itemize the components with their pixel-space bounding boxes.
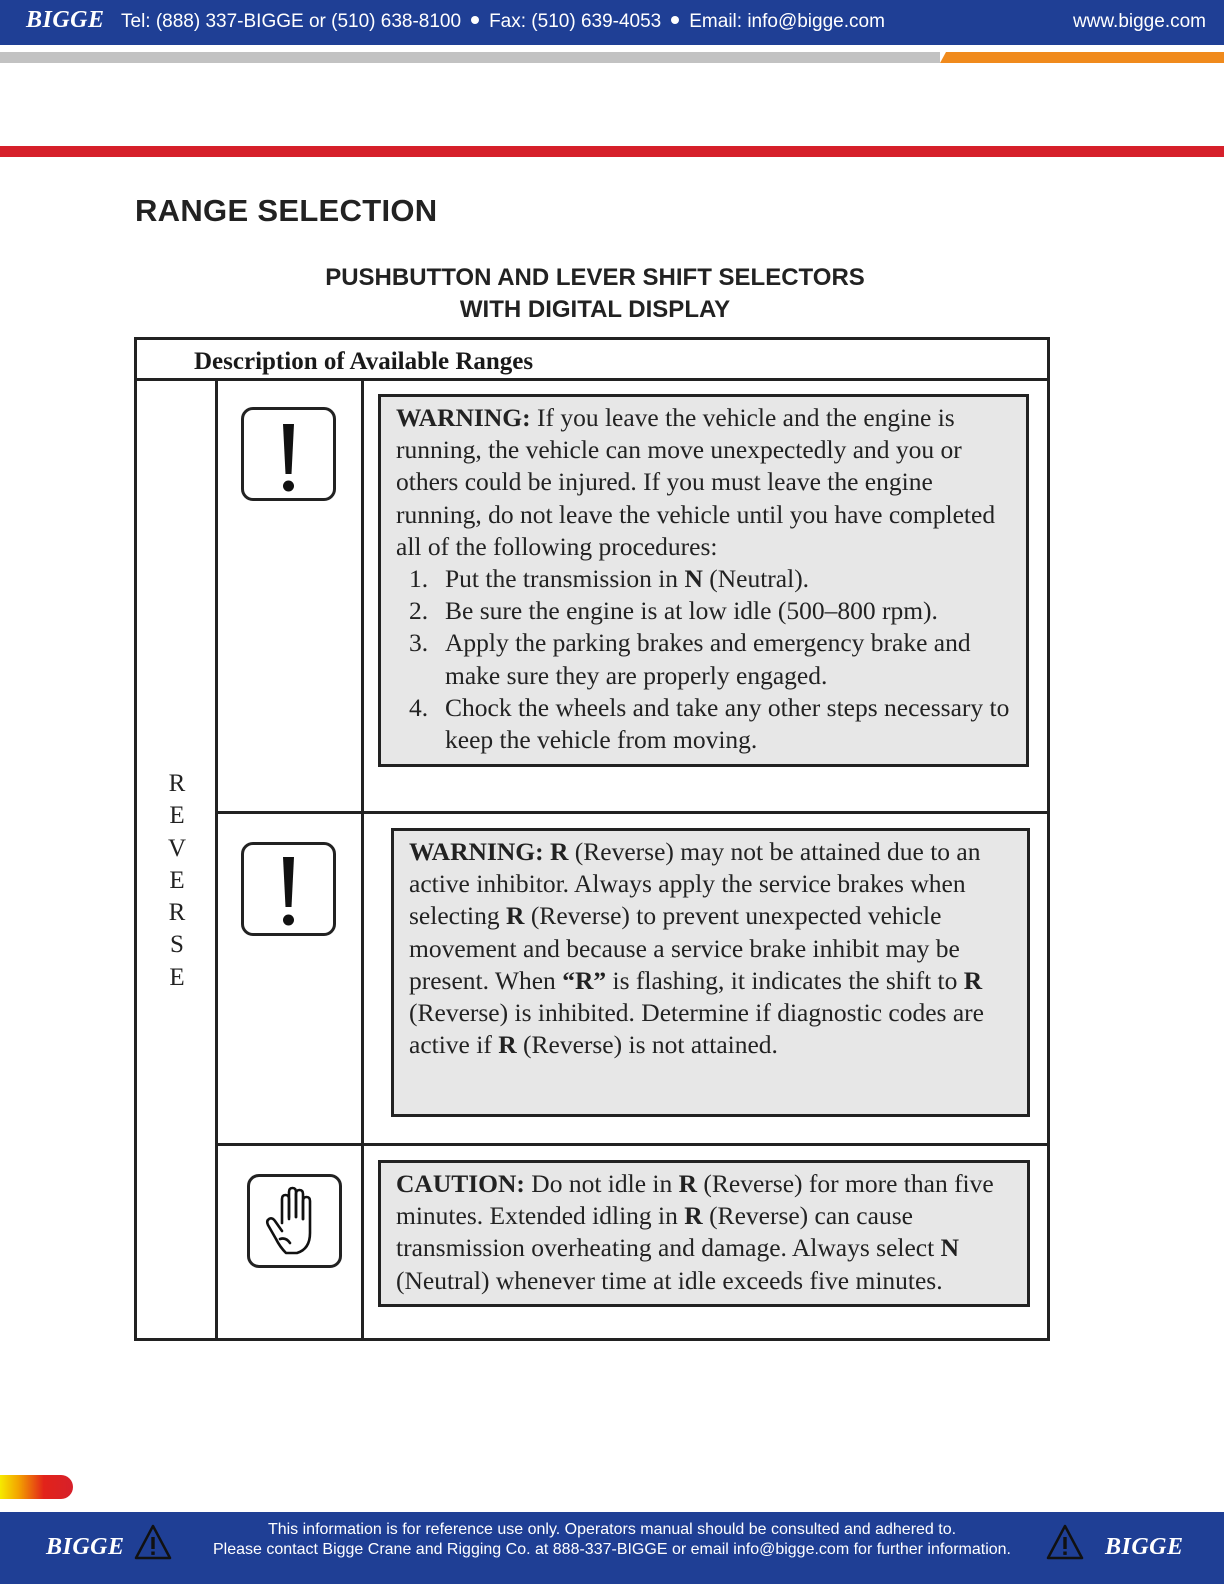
text-run: Do not idle in <box>524 1169 679 1198</box>
bullet-icon <box>671 16 679 24</box>
text-run: (Reverse) to prevent unexpected vehicle movement and because a service brake inhibit may be present. When <box>409 901 960 995</box>
text-run-bold: R <box>549 837 569 866</box>
page-title: RANGE SELECTION <box>135 193 438 228</box>
phone-link[interactable]: Tel: (888) 337-BIGGE or (510) 638-8100 <box>121 11 462 32</box>
page-subtitle <box>135 262 1055 326</box>
header-stripe-gray <box>0 52 940 63</box>
subtitle-line: PUSHBUTTON AND LEVER SHIFT SELECTORS <box>325 264 865 291</box>
text-run: (Reverse) can cause transmission overheating and damage. Always select <box>396 1201 941 1263</box>
section-divider <box>0 146 1224 157</box>
disclaimer-line: Please contact Bigge Crane and Rigging Co. at 888-337-BIGGE or email info@bigge.com for further information. <box>213 1541 1011 1558</box>
subtitle-line: WITH DIGITAL DISPLAY <box>459 296 731 323</box>
range-letter: R <box>168 770 186 797</box>
range-letter: E <box>169 866 185 894</box>
page-tab-marker <box>0 1475 73 1499</box>
footer-bar <box>0 1512 1224 1584</box>
step-number: 4. <box>409 692 429 722</box>
footer-disclaimer <box>190 1520 1034 1560</box>
range-letter: V <box>167 834 187 862</box>
text-run-bold: R <box>963 965 983 995</box>
procedure-step <box>396 563 1016 595</box>
text-run: (Reverse) is not attained. <box>516 1030 778 1060</box>
step-text: Put the transmission in <box>445 564 685 594</box>
procedure-step <box>396 692 1016 756</box>
warning-text: If you leave the vehicle and the engine is running, the vehicle can move unexpectedly and you or others could be injured. If you must leave the engine running, do not leave the vehicle until you have completed all of the following procedures: <box>396 403 996 561</box>
warning-notice-leaving-vehicle <box>378 394 1029 767</box>
contact-info <box>121 11 885 33</box>
step-text: (Neutral). <box>702 564 810 594</box>
warning-triangle-icon <box>1046 1524 1084 1560</box>
email-link[interactable]: Email: info@bigge.com <box>689 11 885 32</box>
caution-notice-idle <box>378 1160 1030 1307</box>
table-header <box>137 340 1047 381</box>
row-divider <box>218 1143 1047 1146</box>
disclaimer-line: This information is for reference use only. Operators manual should be consulted and adhered to. <box>267 1521 957 1538</box>
top-contact-bar <box>0 0 1224 45</box>
range-letter: S <box>170 931 184 959</box>
range-letter: E <box>169 802 185 830</box>
exclamation-icon <box>241 842 336 936</box>
text-run: (Neutral) whenever time at idle exceeds five minutes. <box>396 1265 943 1295</box>
text-run-bold: “R” <box>562 965 607 995</box>
warning-text <box>409 836 1017 1061</box>
text-run: (Reverse) is inhibited. Determine if diagnostic codes are active if <box>409 998 984 1060</box>
text-run-bold: N <box>940 1233 959 1263</box>
range-label-reverse <box>137 768 217 994</box>
fax-number: Fax: (510) 639-4053 <box>489 11 662 32</box>
warning-intro <box>396 402 1016 563</box>
raised-hand-icon <box>247 1174 342 1268</box>
procedure-list <box>396 563 1016 756</box>
text-run-bold: R <box>678 1169 698 1198</box>
warning-label: WARNING: <box>396 403 531 432</box>
procedure-step <box>396 595 1016 627</box>
text-run-bold: R <box>506 901 525 931</box>
column-divider <box>361 381 364 1338</box>
row-divider <box>218 811 1047 814</box>
bullet-icon <box>471 16 479 24</box>
text-run: (Reverse) may not be attained due to an active inhibitor. Always apply the service brakes when selecting <box>409 837 981 931</box>
caution-text <box>396 1168 1017 1297</box>
website-link[interactable]: www.bigge.com <box>1072 11 1206 32</box>
caution-label: CAUTION: <box>396 1169 525 1198</box>
step-number: 1. <box>409 564 429 594</box>
step-text: Be sure the engine is at low idle (500–800 rpm). <box>445 596 938 626</box>
range-letter: R <box>168 899 186 927</box>
text-run-bold: R <box>684 1201 703 1231</box>
text-run-bold: R <box>498 1030 517 1060</box>
step-text: Chock the wheels and take any other steps necessary to keep the vehicle from moving. <box>445 692 1010 755</box>
warning-notice-reverse-inhibit <box>391 828 1030 1117</box>
text-run: (Reverse) for more than five minutes. Extended idling in <box>396 1169 994 1231</box>
ranges-table <box>134 337 1050 1341</box>
procedure-step <box>396 627 1016 691</box>
table-header-label: Description of Available Ranges <box>194 348 534 375</box>
step-text: Apply the parking brakes and emergency brake and make sure they are properly engaged. <box>445 628 971 690</box>
header-stripe-orange <box>940 52 1224 63</box>
step-text-bold: N <box>684 564 703 594</box>
bigge-logo[interactable]: BIGGE <box>46 1534 125 1560</box>
text-run: is flashing, it indicates the shift to <box>606 965 964 995</box>
range-letter: E <box>169 963 185 991</box>
warning-label: WARNING: <box>409 837 544 866</box>
exclamation-icon <box>241 407 336 501</box>
step-number: 3. <box>409 628 429 658</box>
warning-triangle-icon <box>134 1524 172 1560</box>
step-number: 2. <box>409 596 429 626</box>
bigge-logo[interactable]: BIGGE <box>26 7 105 33</box>
bigge-logo[interactable]: BIGGE <box>1105 1534 1184 1560</box>
